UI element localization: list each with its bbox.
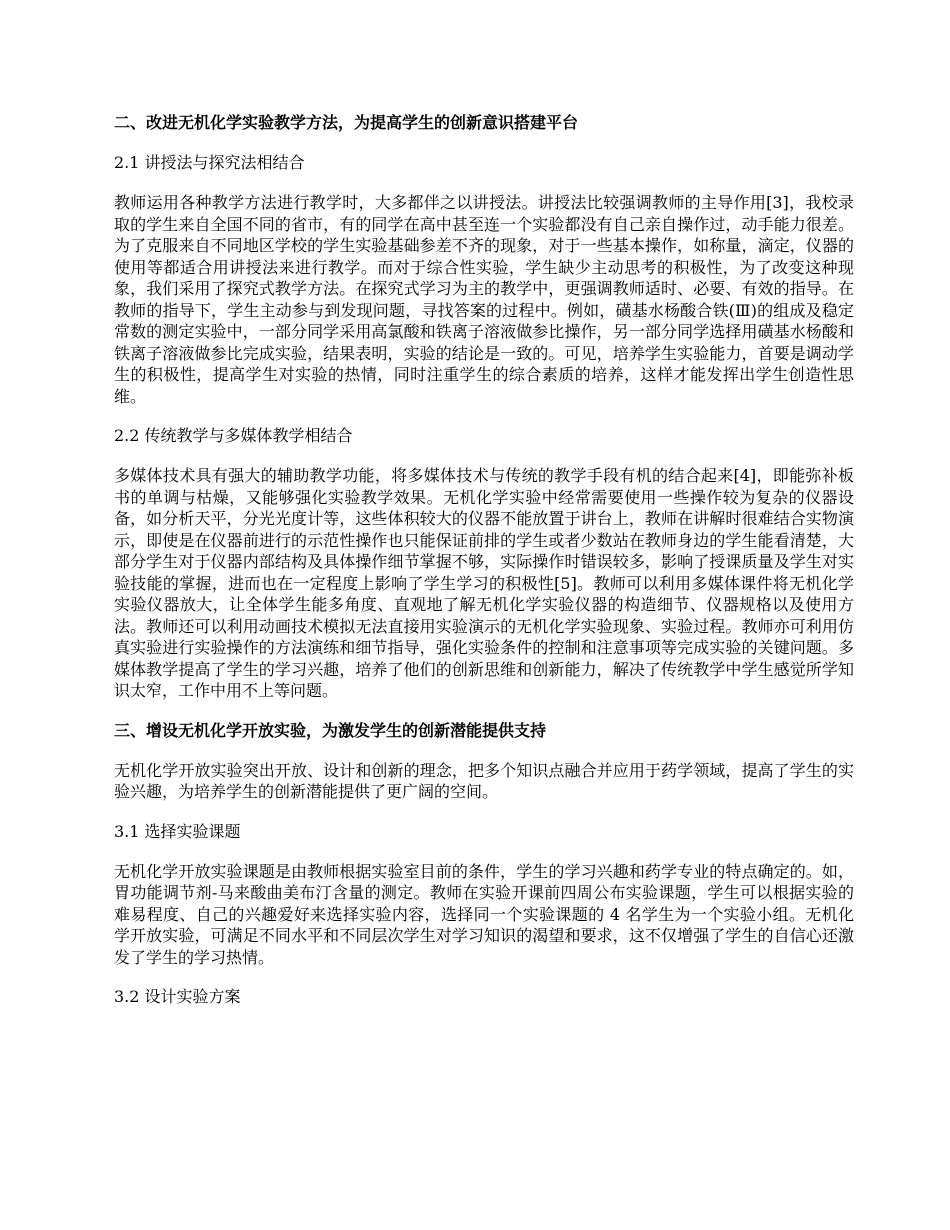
paragraph-3-intro: 无机化学开放实验突出开放、设计和创新的理念，把多个知识点融合并应用于药学领域，提高了学生的实验兴趣，为培养学生的创新潜能提供了更广阔的空间。 xyxy=(114,760,854,801)
section-heading-3: 三、增设无机化学开放实验，为激发学生的创新潜能提供支持 xyxy=(114,720,547,740)
subheading-2-1: 2.1 讲授法与探究法相结合 xyxy=(114,153,305,172)
paragraph-3-1: 无机化学开放实验课题是由教师根据实验室目前的条件，学生的学习兴趣和药学专业的特点确定的。如，胃功能调节剂-马来酸曲美布汀含量的测定。教师在实验开课前四周公布实验课题，学生可以根据实验的难易程度、自己的兴趣爱好来选择实验内容，选择同一个实验课题的 4 名学生为一个实验小组。无机化学开放实验，可满足不同水平和不同层次学生对学习知识的渴望和要求，这不仅增强了学生的自信心还激发了学生的学习热情。 xyxy=(114,861,854,967)
subheading-2-2: 2.2 传统教学与多媒体教学相结合 xyxy=(114,426,353,445)
subheading-3-2: 3.2 设计实验方案 xyxy=(114,987,241,1006)
paragraph-2-2: 多媒体技术具有强大的辅助教学功能，将多媒体技术与传统的教学手段有机的结合起来[4]，即能弥补板书的单调与枯燥，又能够强化实验教学效果。无机化学实验中经常需要使用一些操作较为复杂的仪器设备，如分析天平，分光光度计等，这些体积较大的仪器不能放置于讲台上，教师在讲解时很难结合实物演示，即使是在仪器前进行的示范性操作也只能保证前排的学生或者少数站在教师身边的学生能看清楚，大部分学生对于仪器内部结构及具体操作细节掌握不够，实际操作时错误较多，影响了授课质量及学生对实验技能的掌握，进而也在一定程度上影响了学生学习的积极性[5]。教师可以利用多媒体课件将无机化学实验仪器放大，让全体学生能多角度、直观地了解无机化学实验仪器的构造细节、仪器规格以及使用方法。教师还可以利用动画技术模拟无法直接用实验演示的无机化学实验现象、实验过程。教师亦可利用仿真实验进行实验操作的方法演练和细节指导，强化实验条件的控制和注意事项等完成实验的关键问题。多媒体教学提高了学生的学习兴趣，培养了他们的创新思维和创新能力，解决了传统教学中学生感觉所学知识太窄，工作中用不上等问题。 xyxy=(114,466,854,700)
subheading-3-1: 3.1 选择实验课题 xyxy=(114,821,241,841)
section-heading-2: 二、改进无机化学实验教学方法，为提高学生的创新意识搭建平台 xyxy=(114,113,579,132)
paragraph-2-1: 教师运用各种教学方法进行教学时，大多都伴之以讲授法。讲授法比较强调教师的主导作用[3]，我校录取的学生来自全国不同的省市，有的同学在高中甚至连一个实验都没有自己亲自操作过，动手能力很差。为了克服来自不同地区学校的学生实验基础参差不齐的现象，对于一些基本操作，如称量，滴定，仪器的使用等都适合用讲授法来进行教学。而对于综合性实验，学生缺少主动思考的积极性，为了改变这种现象，我们采用了探究式教学方法。在探究式学习为主的教学中，更强调教师适时、必要、有效的指导。在教师的指导下，学生主动参与到发现问题，寻找答案的过程中。例如，磺基水杨酸合铁(Ⅲ)的组成及稳定常数的测定实验中，一部分同学采用高氯酸和铁离子溶液做参比操作，另一部分同学选择用磺基水杨酸和铁离子溶液做参比完成实验，结果表明，实验的结论是一致的。可见，培养学生实验能力，首要是调动学生的积极性，提高学生对实验的热情，同时注重学生的综合素质的培养，这样才能发挥出学生创造性思维。 xyxy=(114,193,854,406)
document-page xyxy=(114,112,854,1026)
